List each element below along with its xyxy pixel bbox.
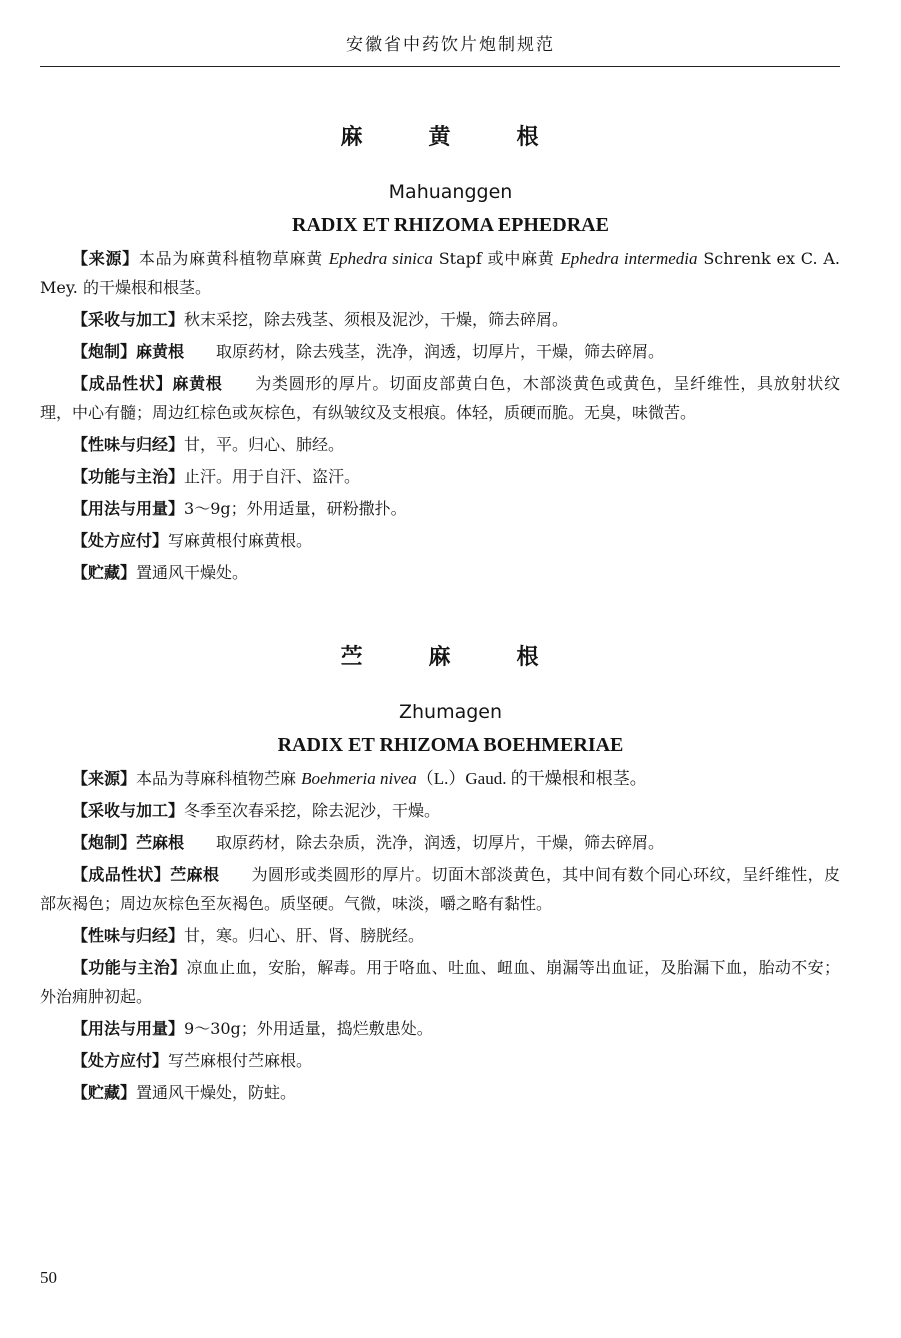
entry-label: 【贮藏】 [72, 1083, 137, 1102]
entry-text: 9～30g；外用适量，捣烂敷患处。 [184, 1019, 433, 1038]
entry-text: Stapf 或中麻黄 [432, 249, 561, 268]
entry-text: 3～9g；外用适量，研粉撒扑。 [184, 499, 407, 518]
entry-prescription [40, 526, 840, 558]
entry-label: 【成品性状】 [72, 865, 171, 884]
entry-label: 【采收与加工】 [72, 801, 185, 820]
entry-text: 本品为荨麻科植物苎麻 [136, 769, 302, 788]
species-name: Boehmeria nivea [301, 769, 417, 788]
entry-label: 【来源】 [72, 249, 139, 268]
entry-text: 甘，寒。归心、肝、肾、膀胱经。 [184, 926, 425, 945]
entry-label: 【处方应付】 [72, 1051, 169, 1070]
entry-text: 置通风干燥处。 [136, 563, 249, 582]
entry-processing [40, 828, 840, 860]
entry-storage [40, 558, 840, 590]
entry-text: Schrenk ex C. A. Mey. 的干燥根和根茎。 [40, 249, 841, 297]
entry-nature [40, 430, 840, 462]
entry-functions [40, 462, 840, 494]
entry-text: 秋末采挖，除去残茎、须根及泥沙，干燥，筛去碎屑。 [184, 310, 569, 329]
entry-label: 【来源】 [72, 769, 137, 788]
entry-functions [40, 953, 840, 1014]
entry-text: 冬季至次春采挖，除去泥沙，干燥。 [184, 801, 441, 820]
running-header: 安徽省中药饮片炮制规范 [346, 35, 555, 55]
entry-storage [40, 1078, 840, 1110]
monograph-entries [40, 764, 840, 1110]
entry-text: 本品为麻黄科植物草麻黄 [138, 249, 329, 268]
entry-label: 【功能与主治】 [72, 467, 185, 486]
entry-label: 【贮藏】 [72, 563, 137, 582]
entry-text: 甘，平。归心、肺经。 [184, 435, 345, 454]
entry-subheading: 麻黄根 [136, 342, 185, 361]
entry-processing [40, 337, 840, 369]
entry-label: 【炮制】 [72, 342, 137, 361]
entry-label: 【用法与用量】 [72, 499, 185, 518]
entry-usage [40, 1014, 840, 1046]
entry-character [40, 860, 840, 921]
entry-harvest [40, 796, 840, 828]
monograph-latin-name: RADIX ET RHIZOMA EPHEDRAE [292, 214, 609, 236]
monograph-pinyin: Mahuanggen [388, 181, 513, 203]
monograph-title: 苎 麻 根 [340, 645, 561, 670]
entry-label: 【炮制】 [72, 833, 137, 852]
monograph-title: 麻 黄 根 [340, 125, 561, 150]
header-rule [40, 66, 840, 67]
entry-label: 【性味与归经】 [72, 435, 185, 454]
entry-text: 止汗。用于自汗、盗汗。 [184, 467, 361, 486]
entry-text: 写苎麻根付苎麻根。 [168, 1051, 313, 1070]
entry-subheading: 苎麻根 [136, 833, 185, 852]
entry-label: 【功能与主治】 [72, 958, 187, 977]
page-number: 50 [40, 1268, 57, 1287]
entry-character [40, 369, 840, 430]
entry-text: 取原药材，除去杂质，洗净，润透，切厚片，干燥，筛去碎屑。 [216, 833, 665, 852]
entry-source [40, 764, 840, 796]
entry-text: （L.）Gaud. 的干燥根和根茎。 [416, 769, 647, 788]
species-name: Ephedra sinica [328, 249, 433, 268]
entry-label: 【性味与归经】 [72, 926, 185, 945]
entry-label: 【采收与加工】 [72, 310, 185, 329]
entry-prescription [40, 1046, 840, 1078]
monograph-pinyin: Zhumagen [398, 701, 503, 723]
monograph-latin-name: RADIX ET RHIZOMA BOEHMERIAE [277, 734, 624, 756]
entry-harvest [40, 305, 840, 337]
entry-nature [40, 921, 840, 953]
entry-subheading: 麻黄根 [172, 374, 223, 393]
monograph-entries [40, 244, 840, 590]
entry-label: 【成品性状】 [72, 374, 173, 393]
entry-text: 为类圆形的厚片。切面皮部黄白色，木部淡黄色或黄色，呈纤维性，具放射状纹理，中心有髓；周边红棕色或灰棕色，有纵皱纹及支根痕。体轻，质硬而脆。无臭，味微苦。 [40, 374, 840, 422]
entry-label: 【用法与用量】 [72, 1019, 185, 1038]
entry-text: 写麻黄根付麻黄根。 [168, 531, 313, 550]
entry-text: 为圆形或类圆形的厚片。切面木部淡黄色，其中间有数个同心环纹，呈纤维性，皮部灰褐色；周边灰棕色至灰褐色。质坚硬。气微，味淡，嚼之略有黏性。 [40, 865, 840, 913]
entry-subheading: 苎麻根 [170, 865, 220, 884]
entry-usage [40, 494, 840, 526]
entry-text: 取原药材，除去残茎，洗净，润透，切厚片，干燥，筛去碎屑。 [216, 342, 665, 361]
entry-source [40, 244, 840, 305]
entry-text: 凉血止血，安胎，解毒。用于咯血、吐血、衄血、崩漏等出血证，及胎漏下血，胎动不安；外治痈肿初起。 [40, 958, 840, 1006]
entry-text: 置通风干燥处，防蛀。 [136, 1083, 297, 1102]
species-name: Ephedra intermedia [560, 249, 698, 268]
entry-label: 【处方应付】 [72, 531, 169, 550]
